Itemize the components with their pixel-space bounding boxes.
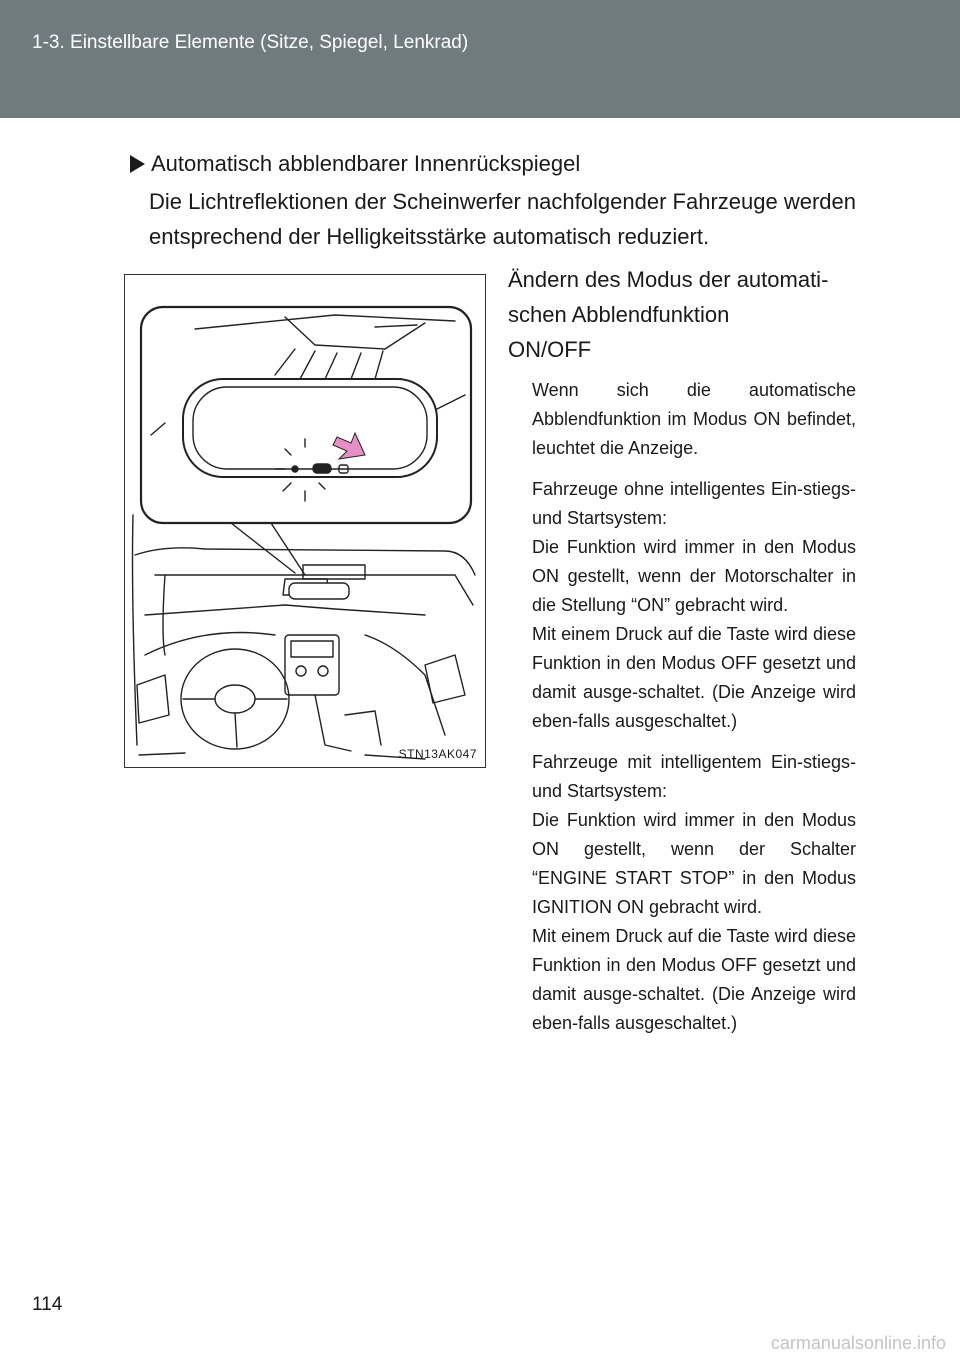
note-paragraph: Mit einem Druck auf die Taste wird diese Funktion in den Modus OFF gesetzt und damit ausge-schaltet. (Die Anzeige wird eben-falls ausgeschaltet.) [532,926,856,1033]
intro-heading: Automatisch abblendbarer Innenrückspiegel [151,151,581,176]
mirror-illustration [124,274,486,768]
note-indicator [532,376,856,463]
intro-block [128,148,856,254]
side-title-line: schen Abblendfunktion [508,302,730,327]
note-paragraph: Die Funktion wird immer in den Modus ON gestellt, wenn der Motorschalter in die Stellung “ON” gebracht wird. [532,537,856,615]
mirror-illustration-drawing [125,275,485,767]
side-title [508,262,858,367]
figure-code: STN13AK047 [398,747,477,761]
side-title-line: Ändern des Modus der automati- [508,267,829,292]
header-bar [0,0,960,118]
intro-text: Die Lichtreflektionen der Scheinwerfer nachfolgender Fahrzeuge werden entsprechend der Helligkeitsstärke automatisch reduziert. [149,189,856,249]
notes-column [532,376,856,1050]
triangle-bullet-icon [130,155,145,173]
note-paragraph: Fahrzeuge mit intelligentem Ein-stiegs- und Startsystem: [532,752,856,801]
page-number: 114 [32,1294,63,1315]
intro-heading-row [128,148,856,180]
note-paragraph: Wenn sich die automatische Abblendfunktion im Modus ON befindet, leuchtet die Anzeige. [532,380,856,458]
note-paragraph: Mit einem Druck auf die Taste wird diese Funktion in den Modus OFF gesetzt und damit ausge-schaltet. (Die Anzeige wird eben-falls ausgeschaltet.) [532,624,856,731]
note-without-smart-entry [532,475,856,736]
note-paragraph: Die Funktion wird immer in den Modus ON gestellt, wenn der Schalter “ENGINE START STOP” in den Modus IGNITION ON gebracht wird. [532,810,856,917]
side-title-line: ON/OFF [508,337,592,362]
note-paragraph: Fahrzeuge ohne intelligentes Ein-stiegs- und Startsystem: [532,479,856,528]
note-with-smart-entry [532,748,856,1038]
section-title: 1-3. Einstellbare Elemente (Sitze, Spiegel, Lenkrad) [32,32,469,53]
watermark: carmanualsonline.info [770,1333,946,1353]
